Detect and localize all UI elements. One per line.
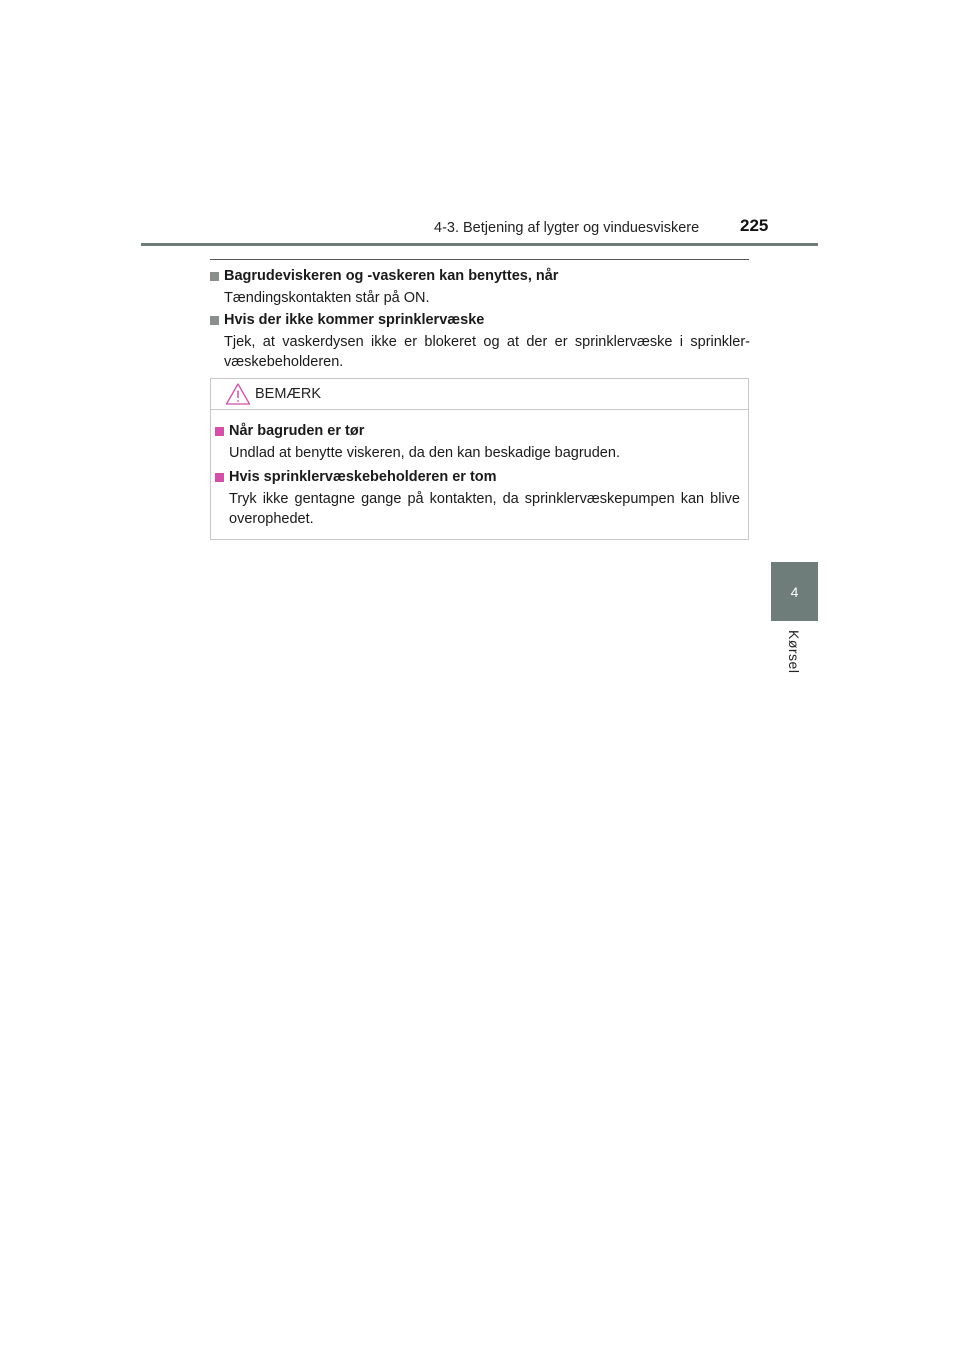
bullet-square-icon <box>210 272 219 281</box>
notice-title: BEMÆRK <box>255 386 322 402</box>
chapter-number: 4 <box>790 583 799 600</box>
section-heading: Bagrudeviskeren og -vaskeren kan benyttes, når <box>224 268 559 284</box>
warning-triangle-icon <box>225 382 251 406</box>
page-number: 225 <box>740 216 769 235</box>
bullet-square-icon <box>210 316 219 325</box>
notice-item-empty-reservoir <box>215 468 740 529</box>
notice-item-body: Undlad at benytte viskeren, da den kan beskadige bagruden. <box>229 445 620 461</box>
page-header-title: 4-3. Betjening af lygter og vinduesviskere <box>434 220 700 236</box>
content-divider <box>210 259 749 260</box>
notice-header <box>211 379 748 410</box>
section-body: Tændingskontakten står på ON. <box>224 290 430 306</box>
chapter-tab <box>771 562 818 621</box>
section-heading: Hvis der ikke kommer sprinklervæske <box>224 312 485 328</box>
notice-item-heading: Hvis sprinklervæskebeholderen er tom <box>229 469 497 485</box>
section-no-fluid <box>210 311 750 372</box>
notice-box <box>210 378 749 540</box>
section-body: Tjek, at vaskerdysen ikke er blokeret og at der er sprinklervæske i sprinkler-væskebeholderen. <box>224 334 750 370</box>
notice-item-heading: Når bagruden er tør <box>229 423 365 439</box>
header-divider <box>141 243 818 246</box>
section-rear-wiper <box>210 267 750 308</box>
notice-item-dry-window <box>215 422 740 463</box>
bullet-square-icon <box>215 427 224 436</box>
chapter-label: Kørsel <box>786 630 802 674</box>
notice-item-body: Tryk ikke gentagne gange på kontakten, da sprinklervæskepumpen kan blive overophedet. <box>229 491 740 527</box>
bullet-square-icon <box>215 473 224 482</box>
